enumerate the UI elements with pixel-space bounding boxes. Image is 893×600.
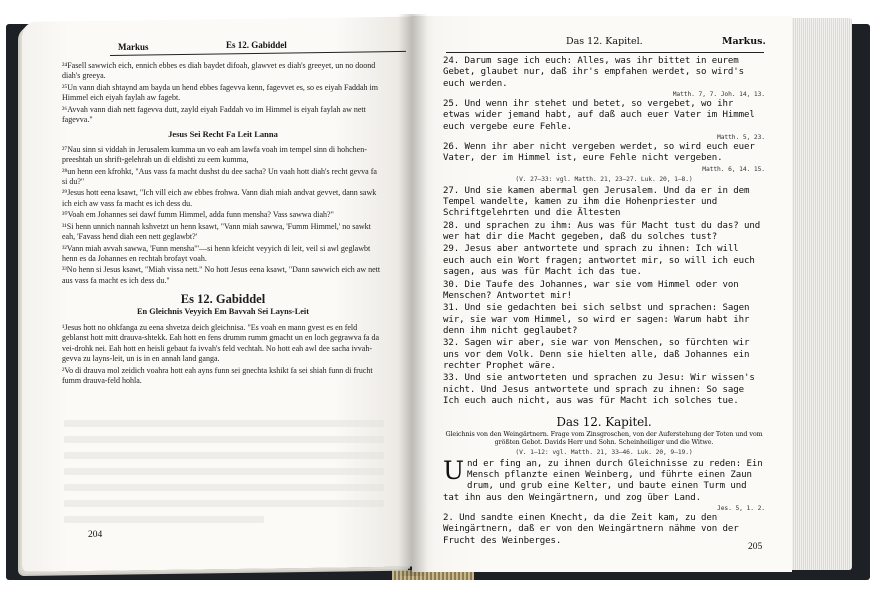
show-through-line xyxy=(64,516,264,523)
chapter-subtitle: En Gleichnis Veyyich Em Bavvah Sei Layns-Leit xyxy=(137,306,309,316)
cross-reference: (V. 27—33: vgl. Matth. 21, 23—27. Luk. 20, 1—8.) xyxy=(515,175,693,183)
show-through-line xyxy=(64,484,384,491)
verse-text: nd er fing an, zu ihnen durch Gleichnisse zu reden: Ein Mensch pflanzte einen Weinberg, und führte einen Zaun drum, und grub eine Kelter, und baute einen Turm und tat ihn aus den Weingärtnern, und zog über Land. xyxy=(443,458,763,503)
left-page-body xyxy=(62,60,384,386)
verse: ²⁶Avvah vann diah nett fagevva dutt, zayld eiyah Faddah vo im Himmel is eiyah faylah aw nett fagevva." xyxy=(62,104,366,125)
verse: 31. Und sie gedachten bei sich selbst und sprachen: Sagen wir, sie war vom Himmel, so wird er sagen: Warum habt ihr denn ihm nicht geglaubet? xyxy=(443,303,750,336)
verse: 28. und sprachen zu ihm: Aus was für Macht tust du das? und wer hat dir die Macht gegeben, daß du solches tust? xyxy=(443,220,761,243)
verse: ³³No henn si Jesus ksawt, "Miah vissa nett." No hott Jesus eena ksawt, "Dann sawwich eich aw nett aus vass fa macht es ich dess du." xyxy=(62,265,381,285)
cross-reference: Matth. 6, 14. 15. xyxy=(702,165,765,173)
verse xyxy=(443,455,765,504)
verse: ²⁵Un vann diah shtaynd am bayda un hend ebbes fagevva kenn, fagevvet es, so es eiyah Faddah im Himmel eich eiyah faylah aw fagebt. xyxy=(62,82,378,103)
show-through-line xyxy=(64,468,384,475)
verse: 2. Und sandte einen Knecht, da die Zeit kam, zu den Weingärtnern, daß er von den Weingärtnern nähme von der Frucht des Weinberges. xyxy=(443,513,739,546)
right-header-chapter: Das 12. Kapitel. xyxy=(566,36,643,47)
chapter-title: Das 12. Kapitel. xyxy=(556,415,652,430)
verse: ³¹Si henn unnich nannah kshvetzt un henn ksawt, "Vann miah sawwa, 'Fumm Himmel,' no sawkt eah, 'Favass hend diah een nett geglawbt?' xyxy=(62,221,371,242)
cross-reference: Jes. 5, 1. 2. xyxy=(717,505,765,512)
verse: ²⁸un henn een kfrohkt, "Aus vass fa macht dushst du dee sacha? Un vaah hott diah's recht gevva fa si du?" xyxy=(62,166,377,187)
right-page-body xyxy=(443,56,765,548)
page-stack-edge xyxy=(790,18,852,570)
drop-cap: U xyxy=(443,455,464,485)
left-page-number: 204 xyxy=(88,530,103,540)
verse: 30. Die Taufe des Johannes, war sie vom Himmel oder von Menschen? Antwortet mir! xyxy=(443,279,739,301)
verse: ²Vo di drauva mol zeidich voahra hott eah ayns funn sei gnechta kshikt fa sei shiah funn di frucht fumm drauva-feld hohla. xyxy=(62,365,373,385)
cross-reference: Matth. 7, 7. Joh. 14, 13. xyxy=(672,91,765,99)
chapter-subtitle: Gleichnis von den Weingärtnern. Frage vom Zinsgroschen, von der Auferstehung der Toten und vom größten Gebot. Davids Herr und Sohn. Scheinheiliger und die Witwe. xyxy=(445,429,763,446)
show-through-line xyxy=(64,452,384,459)
verse: 27. Und sie kamen abermal gen Jerusalem. Und da er in dem Tempel wandelte, kamen zu ihm die Hohenpriester und Schriftgelehrten und die Ältesten xyxy=(443,185,750,219)
verse: ²⁴Fasell sawwich eich, ennich ebbes es diah baydet difoah, glawvet es diah's greeyet, un no doond diah's greeya. xyxy=(62,61,376,81)
verse: ²⁹Jesus hott eena ksawt, "Ich vill eich aw ebbes frohwa. Vann diah miah andvat gevvet, dann sawk ich eich aw vass fa macht es ich dess du. xyxy=(62,188,377,208)
show-through-line xyxy=(64,436,384,443)
cross-reference: Matth. 5, 23. xyxy=(717,134,765,142)
verse: ¹Jesus hott no ohkfanga zu eena shvetza deich gleichnisa. "Es voah en mann gvest es en feld geblanst hott mitt drauva-shtekk. Eah hott en fens drumm rumm gmacht un en loch gegrawva fa da vei-drohk nei. Eah hott en heisli gebaut fa ivvah's feld vechtah. No hott eah awl dee sacha ivvah-gevva zu layns-leit, un is in en annah land ganga. xyxy=(62,322,380,364)
cross-reference: (V. 1—12: vgl. Matth. 21, 33—46. Luk. 20, 9—19.) xyxy=(515,448,693,456)
verse: 29. Jesus aber antwortete und sprach zu ihnen: Ich will euch auch ein Wort fragen; antwortet mir, so will ich euch sagen, aus was für Macht ich das tue. xyxy=(443,244,755,278)
right-header-rule xyxy=(446,52,764,53)
right-page-number: 205 xyxy=(748,542,763,552)
chapter-title: Es 12. Gabiddel xyxy=(180,292,266,307)
verse: 33. Und sie antworteten und sprachen zu Jesu: Wir wissen's nicht. Und Jesus antwortete und sprach zu ihnen: So sage Ich euch auch nicht, aus was für Macht ich solches tue. xyxy=(443,373,755,406)
right-header-book: Markus. xyxy=(722,36,766,47)
verse: 24. Darum sage ich euch: Alles, was ihr bittet in eurem Gebet, glaubet nur, daß ihr's empfahen werdet, so wird's euch werden. xyxy=(443,56,744,89)
show-through-line xyxy=(64,420,384,427)
left-header-book: Markus xyxy=(118,42,149,52)
verse: ²⁷Nau sinn si viddah in Jerusalem kumma un vo eah am lawfa voah im tempel sinn di hohchen-preeshtah un shrift-gelehrah un di eldishti zu eem kumma, xyxy=(62,144,367,165)
show-through-line xyxy=(64,500,384,507)
verse: ³⁰Voah em Johannes sei dawf fumm Himmel, adda funn mensha? Vass sawwa diah?" xyxy=(62,210,334,220)
verse: 26. Wenn ihr aber nicht vergeben werdet, so wird euch euer Vater, der im Himmel ist, eure Fehle nicht vergeben. xyxy=(443,142,755,164)
verse: 32. Sagen wir aber, sie war von Menschen, so fürchten wir uns vor dem Volk. Denn sie hielten alle, daß Johannes ein rechter Prophet wäre. xyxy=(443,338,750,371)
left-header-chapter: Es 12. Gabiddel xyxy=(226,40,287,50)
section-heading: Jesus Sei Recht Fa Leit Lanna xyxy=(168,129,278,140)
verse: ³²Vann miah avvah sawwa, 'Funn mensha'"—si henn kfeicht veyyich di leit, veil si awl geglawbt henn es da Johannes en rechtah brofayt voah. xyxy=(62,243,371,263)
verse: 25. Und wenn ihr stehet und betet, so vergebet, wo ihr etwas wider jemand habt, auf daß auch euer Vater im Himmel euch vergebe eure Fehle. xyxy=(443,99,755,132)
spine-shadow xyxy=(398,14,428,576)
